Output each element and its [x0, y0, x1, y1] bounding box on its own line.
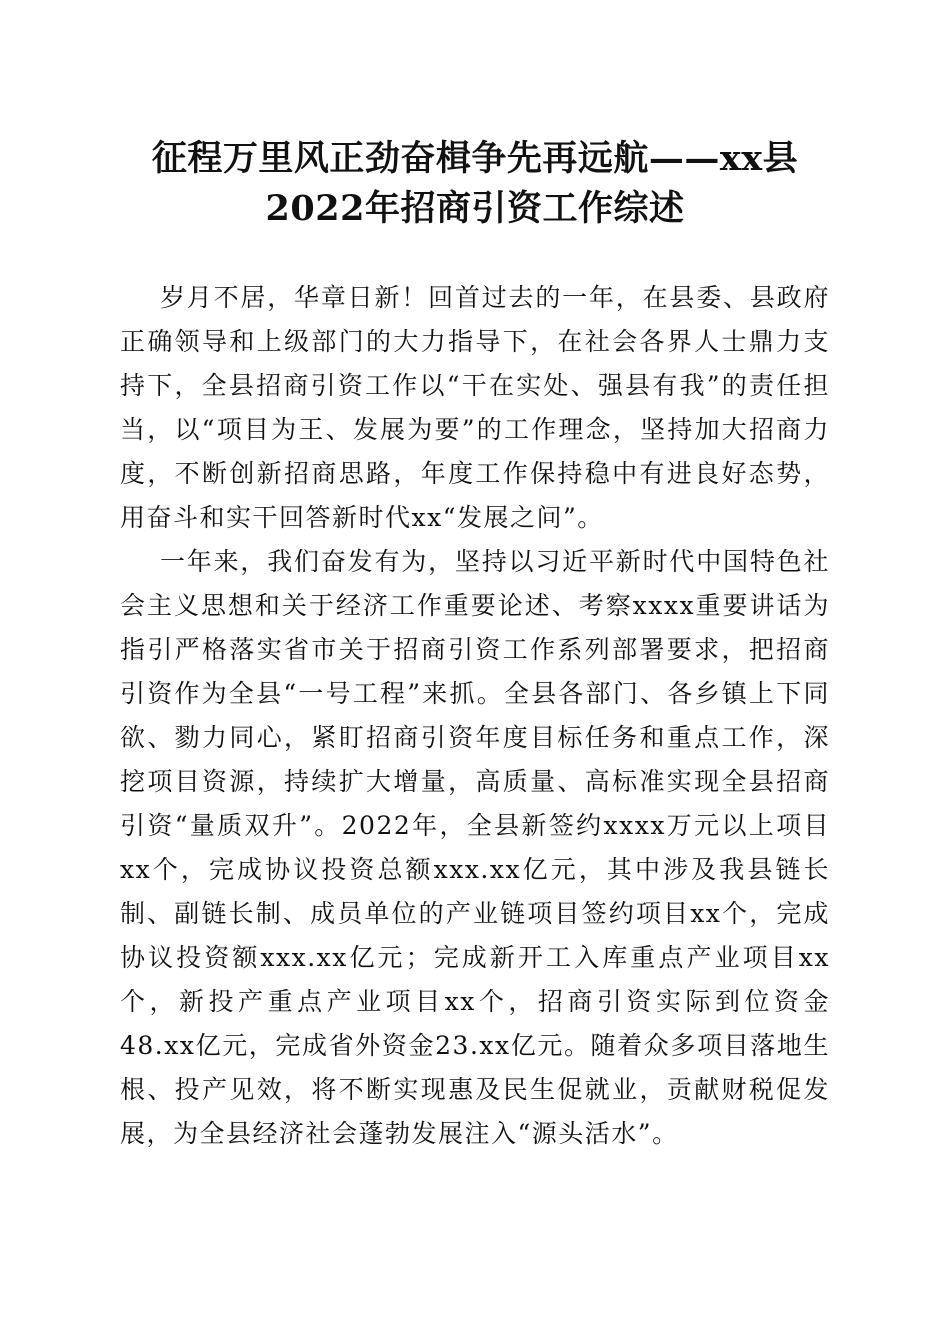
- document-title: [100, 134, 850, 234]
- paragraph-2: 一年来，我们奋发有为，坚持以习近平新时代中国特色社会主义思想和关于经济工作重要论述、考察xxxx重要讲话为指引严格落实省市关于招商引资工作系列部署要求，把招商引资作为全县“一号工程”来抓。全县各部门、各乡镇上下同欲、勠力同心，紧盯招商引资年度目标任务和重点工作，深挖项目资源，持续扩大增量，高质量、高标准实现全县招商引资“量质双升”。2022年，全县新签约xxxx万元以上项目xx个，完成协议投资总额xxx.xx亿元，其中涉及我县链长制、副链长制、成员单位的产业链项目签约项目xx个，完成协议投资额xxx.xx亿元；完成新开工入库重点产业项目xx个，新投产重点产业项目xx个，招商引资实际到位资金48.xx亿元，完成省外资金23.xx亿元。随着众多项目落地生根、投产见效，将不断实现惠及民生促就业，贡献财税促发展，为全县经济社会蓬勃发展注入“源头活水”。: [120, 547, 830, 1148]
- paragraph-1: 岁月不居，华章日新！回首过去的一年，在县委、县政府正确领导和上级部门的大力指导下，在社会各界人士鼎力支持下，全县招商引资工作以“干在实处、强县有我”的责任担当，以“项目为王、发展为要”的工作理念，坚持加大招商力度，不断创新招商思路，年度工作保持稳中有进良好态势，用奋斗和实干回答新时代xx“发展之问”。: [120, 283, 830, 532]
- document-body: [120, 276, 830, 1156]
- title-line-2: 2022年招商引资工作综述: [265, 188, 685, 229]
- title-line-1: 征程万里风正劲奋楫争先再远航——xx县: [151, 138, 799, 179]
